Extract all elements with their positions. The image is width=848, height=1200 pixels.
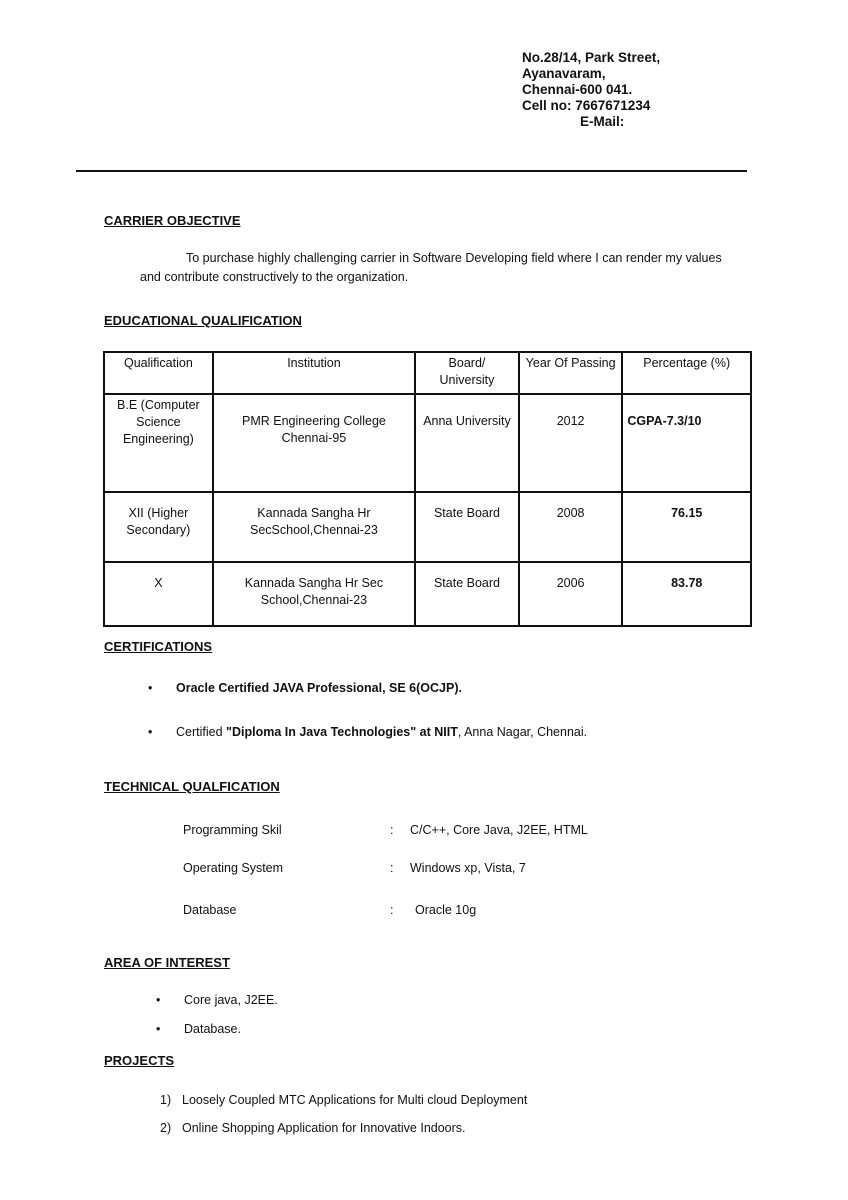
tech-label: Operating System <box>183 861 284 875</box>
address-email: E-Mail: <box>580 114 625 129</box>
cert-post: , Anna Nagar, Chennai. <box>457 725 588 739</box>
cell-qualification: X <box>104 562 213 626</box>
cell-board: Anna University <box>415 394 519 492</box>
interest-item: Core java, J2EE. <box>184 993 278 1007</box>
table-row <box>104 394 751 492</box>
cell-qualification: XII (Higher Secondary) <box>104 492 213 562</box>
table-row <box>104 562 751 626</box>
cert-bold: Oracle Certified JAVA Professional, SE 6(OCJP). <box>176 681 462 695</box>
objective-heading: CARRIER OBJECTIVE <box>104 213 241 228</box>
objective-body: To purchase highly challenging carrier in Software Developing field where I can render my values and contribute constructively to the organization. <box>140 251 722 284</box>
address-street: No.28/14, Park Street, <box>522 50 661 65</box>
interest-item: Database. <box>184 1022 241 1036</box>
list-item <box>156 1022 278 1051</box>
header-board: Board/ University <box>415 352 519 394</box>
tech-label: Database <box>183 903 237 917</box>
tech-label: Programming Skil <box>183 823 282 837</box>
projects-heading: PROJECTS <box>104 1053 175 1068</box>
cell-board: State Board <box>415 562 519 626</box>
tech-row-programming <box>183 823 588 837</box>
address-area: Ayanavaram, <box>522 66 606 81</box>
cell-qualification: B.E (Computer Science Engineering) <box>104 394 213 492</box>
projects-list <box>160 1093 527 1149</box>
tech-colon: : <box>390 903 394 917</box>
project-title: Loosely Coupled MTC Applications for Multi cloud Deployment <box>182 1093 528 1107</box>
interest-list <box>156 993 278 1051</box>
header-year: Year Of Passing <box>519 352 623 394</box>
education-table <box>103 351 752 627</box>
technical-heading: TECHNICAL QUALFICATION <box>104 779 280 794</box>
address-city: Chennai-600 041. <box>522 82 633 97</box>
education-heading: EDUCATIONAL QUALIFICATION <box>104 313 302 328</box>
tech-row-os <box>183 861 526 875</box>
cell-institution: Kannada Sangha Hr SecSchool,Chennai-23 <box>213 492 415 562</box>
certifications-list <box>148 681 587 769</box>
list-item <box>148 681 587 725</box>
bullet-icon: • <box>148 681 153 695</box>
cell-year: 2008 <box>519 492 623 562</box>
header-percentage: Percentage (%) <box>622 352 751 394</box>
cell-institution: Kannada Sangha Hr Sec School,Chennai-23 <box>213 562 415 626</box>
header-qualification: Qualification <box>104 352 213 394</box>
project-number: 2) <box>160 1121 172 1135</box>
cell-board: State Board <box>415 492 519 562</box>
tech-row-database <box>183 903 477 917</box>
tech-value: C/C++, Core Java, J2EE, HTML <box>410 823 588 837</box>
list-item <box>160 1121 527 1149</box>
tech-colon: : <box>390 823 394 837</box>
tech-colon: : <box>390 861 394 875</box>
address-block <box>522 50 660 130</box>
cell-percentage: 83.78 <box>622 562 751 626</box>
cell-percentage: CGPA-7.3/10 <box>622 394 751 492</box>
address-cell: Cell no: 7667671234 <box>522 98 651 113</box>
objective-text <box>140 249 740 287</box>
cell-year: 2006 <box>519 562 623 626</box>
list-item <box>160 1093 527 1121</box>
bullet-icon: • <box>156 1022 161 1036</box>
header-divider <box>76 170 747 172</box>
cert-bold: "Diploma In Java Technologies" at NIIT <box>226 725 458 739</box>
tech-value: Oracle 10g <box>415 903 477 917</box>
cell-percentage: 76.15 <box>622 492 751 562</box>
cell-year: 2012 <box>519 394 623 492</box>
tech-value: Windows xp, Vista, 7 <box>410 861 526 875</box>
cert-pre: Certified <box>176 725 227 739</box>
project-title: Online Shopping Application for Innovative Indoors. <box>182 1121 466 1135</box>
cell-institution: PMR Engineering College Chennai-95 <box>213 394 415 492</box>
bullet-icon: • <box>148 725 153 739</box>
certifications-heading: CERTIFICATIONS <box>104 639 213 654</box>
project-number: 1) <box>160 1093 172 1107</box>
bullet-icon: • <box>156 993 161 1007</box>
table-row <box>104 492 751 562</box>
table-header-row <box>104 352 751 394</box>
list-item <box>148 725 587 769</box>
list-item <box>156 993 278 1022</box>
interest-heading: AREA OF INTEREST <box>104 955 230 970</box>
header-institution: Institution <box>213 352 415 394</box>
